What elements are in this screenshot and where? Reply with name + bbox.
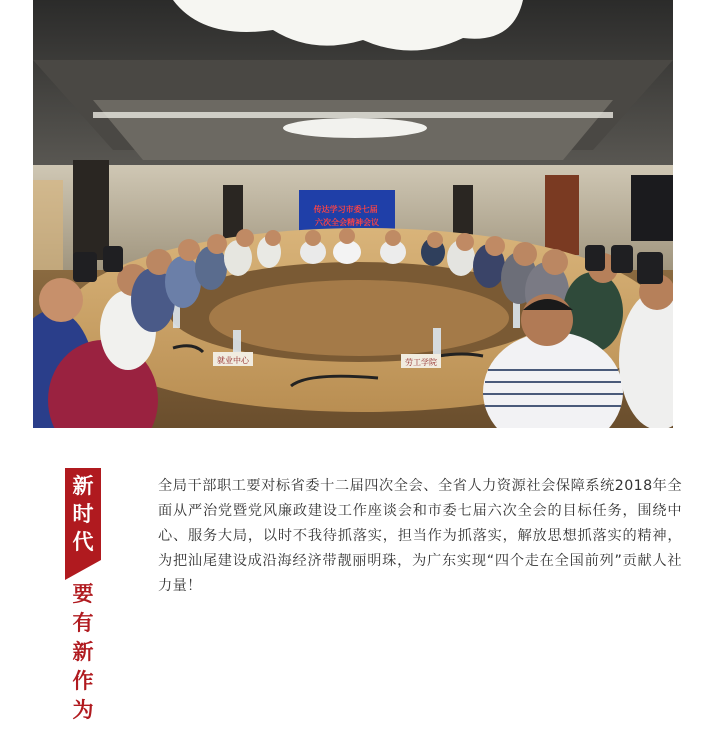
article-paragraph: 全局干部职工要对标省委十二届四次全会、全省人力资源社会保障系统2018年全面从严治党暨党风廉政建设工作座谈会和市委七届六次全会的目标任务，围绕中心、服务大局，以时不我待抓落实，担当作为抓落实，解放思想抓落实的精神，为把汕尾建设成沿海经济带靓丽明珠，为广东实现“四个走在全国前列”贡献人社力量！ — [158, 478, 682, 594]
screen-title: 传达学习市委七届 六次全会精神会议 — [313, 205, 379, 227]
banner-subtitle — [65, 580, 101, 725]
subtitle-char: 作 — [72, 669, 94, 693]
banner-char: 代 — [72, 530, 94, 554]
banner-char: 新 — [72, 474, 94, 498]
nameplate-1: 就业中心 — [217, 356, 249, 365]
banner-text — [65, 472, 101, 556]
subtitle-char: 新 — [72, 640, 94, 664]
meeting-room-illustration — [33, 0, 673, 428]
subtitle-char: 有 — [72, 611, 94, 635]
section-banner — [65, 468, 101, 580]
subtitle-char: 要 — [72, 582, 94, 606]
banner-char: 时 — [72, 502, 94, 526]
subtitle-char: 为 — [72, 698, 94, 722]
nameplate-2: 劳工学院 — [405, 358, 437, 367]
attendees-head — [300, 228, 406, 264]
meeting-photo — [33, 0, 673, 428]
